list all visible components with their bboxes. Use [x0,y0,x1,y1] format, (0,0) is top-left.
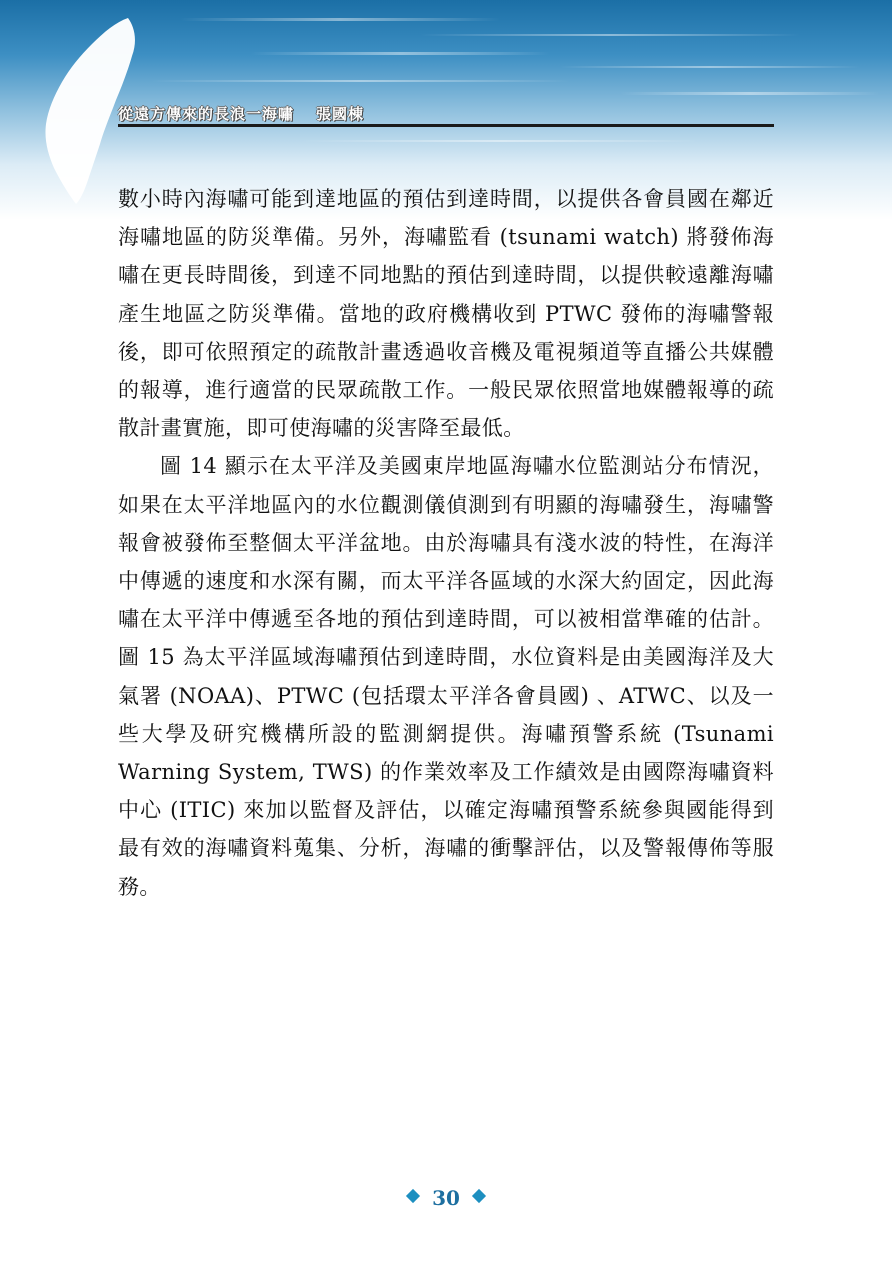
paragraph-2: 圖 14 顯示在太平洋及美國東岸地區海嘯水位監測站分布情況，如果在太平洋地區內的水位觀測儀偵測到有明顯的海嘯發生，海嘯警報會被發佈至整個太平洋盆地。由於海嘯具有淺水波的特性，在海洋中傳遞的速度和水深有關，而太平洋各區域的水深大約固定，因此海嘯在太平洋中傳遞至各地的預估到達時間，可以被相當準確的估計。圖 15 為太平洋區域海嘯預估到達時間，水位資料是由美國海洋及大氣署 (NOAA)、PTWC (包括環太平洋各會員國) 、ATWC、以及一些大學及研究機構所設的監測網提供。海嘯預警系統 (Tsunami Warning System, TWS) 的作業效率及工作績效是由國際海嘯資料中心 (ITIC) 來加以監督及評估，以確定海嘯預警系統參與國能得到最有效的海嘯資料蒐集、分析，海嘯的衝擊評估，以及警報傳佈等服務。 [118,454,774,899]
diamond-left-icon [406,1188,420,1202]
author-name: 張國棟 [316,105,365,123]
page-number: 30 [432,1185,460,1210]
running-header [118,103,364,124]
header-divider [118,124,774,127]
diamond-right-icon [472,1188,486,1202]
book-title: 從遠方傳來的長浪一海嘯 [118,105,295,123]
page-footer [0,1184,892,1210]
body-text [118,180,774,906]
paragraph-1: 數小時內海嘯可能到達地區的預估到達時間，以提供各會員國在鄰近海嘯地區的防災準備。另外，海嘯監看 (tsunami watch) 將發佈海嘯在更長時間後，到達不同地點的預估到達時間，以提供較遠離海嘯產生地區之防災準備。當地的政府機構收到 PTWC 發佈的海嘯警報後，即可依照預定的疏散計畫透過收音機及電視頻道等直播公共媒體的報導，進行適當的民眾疏散工作。一般民眾依照當地媒體報導的疏散計畫實施，即可使海嘯的災害降至最低。 [118,187,774,441]
